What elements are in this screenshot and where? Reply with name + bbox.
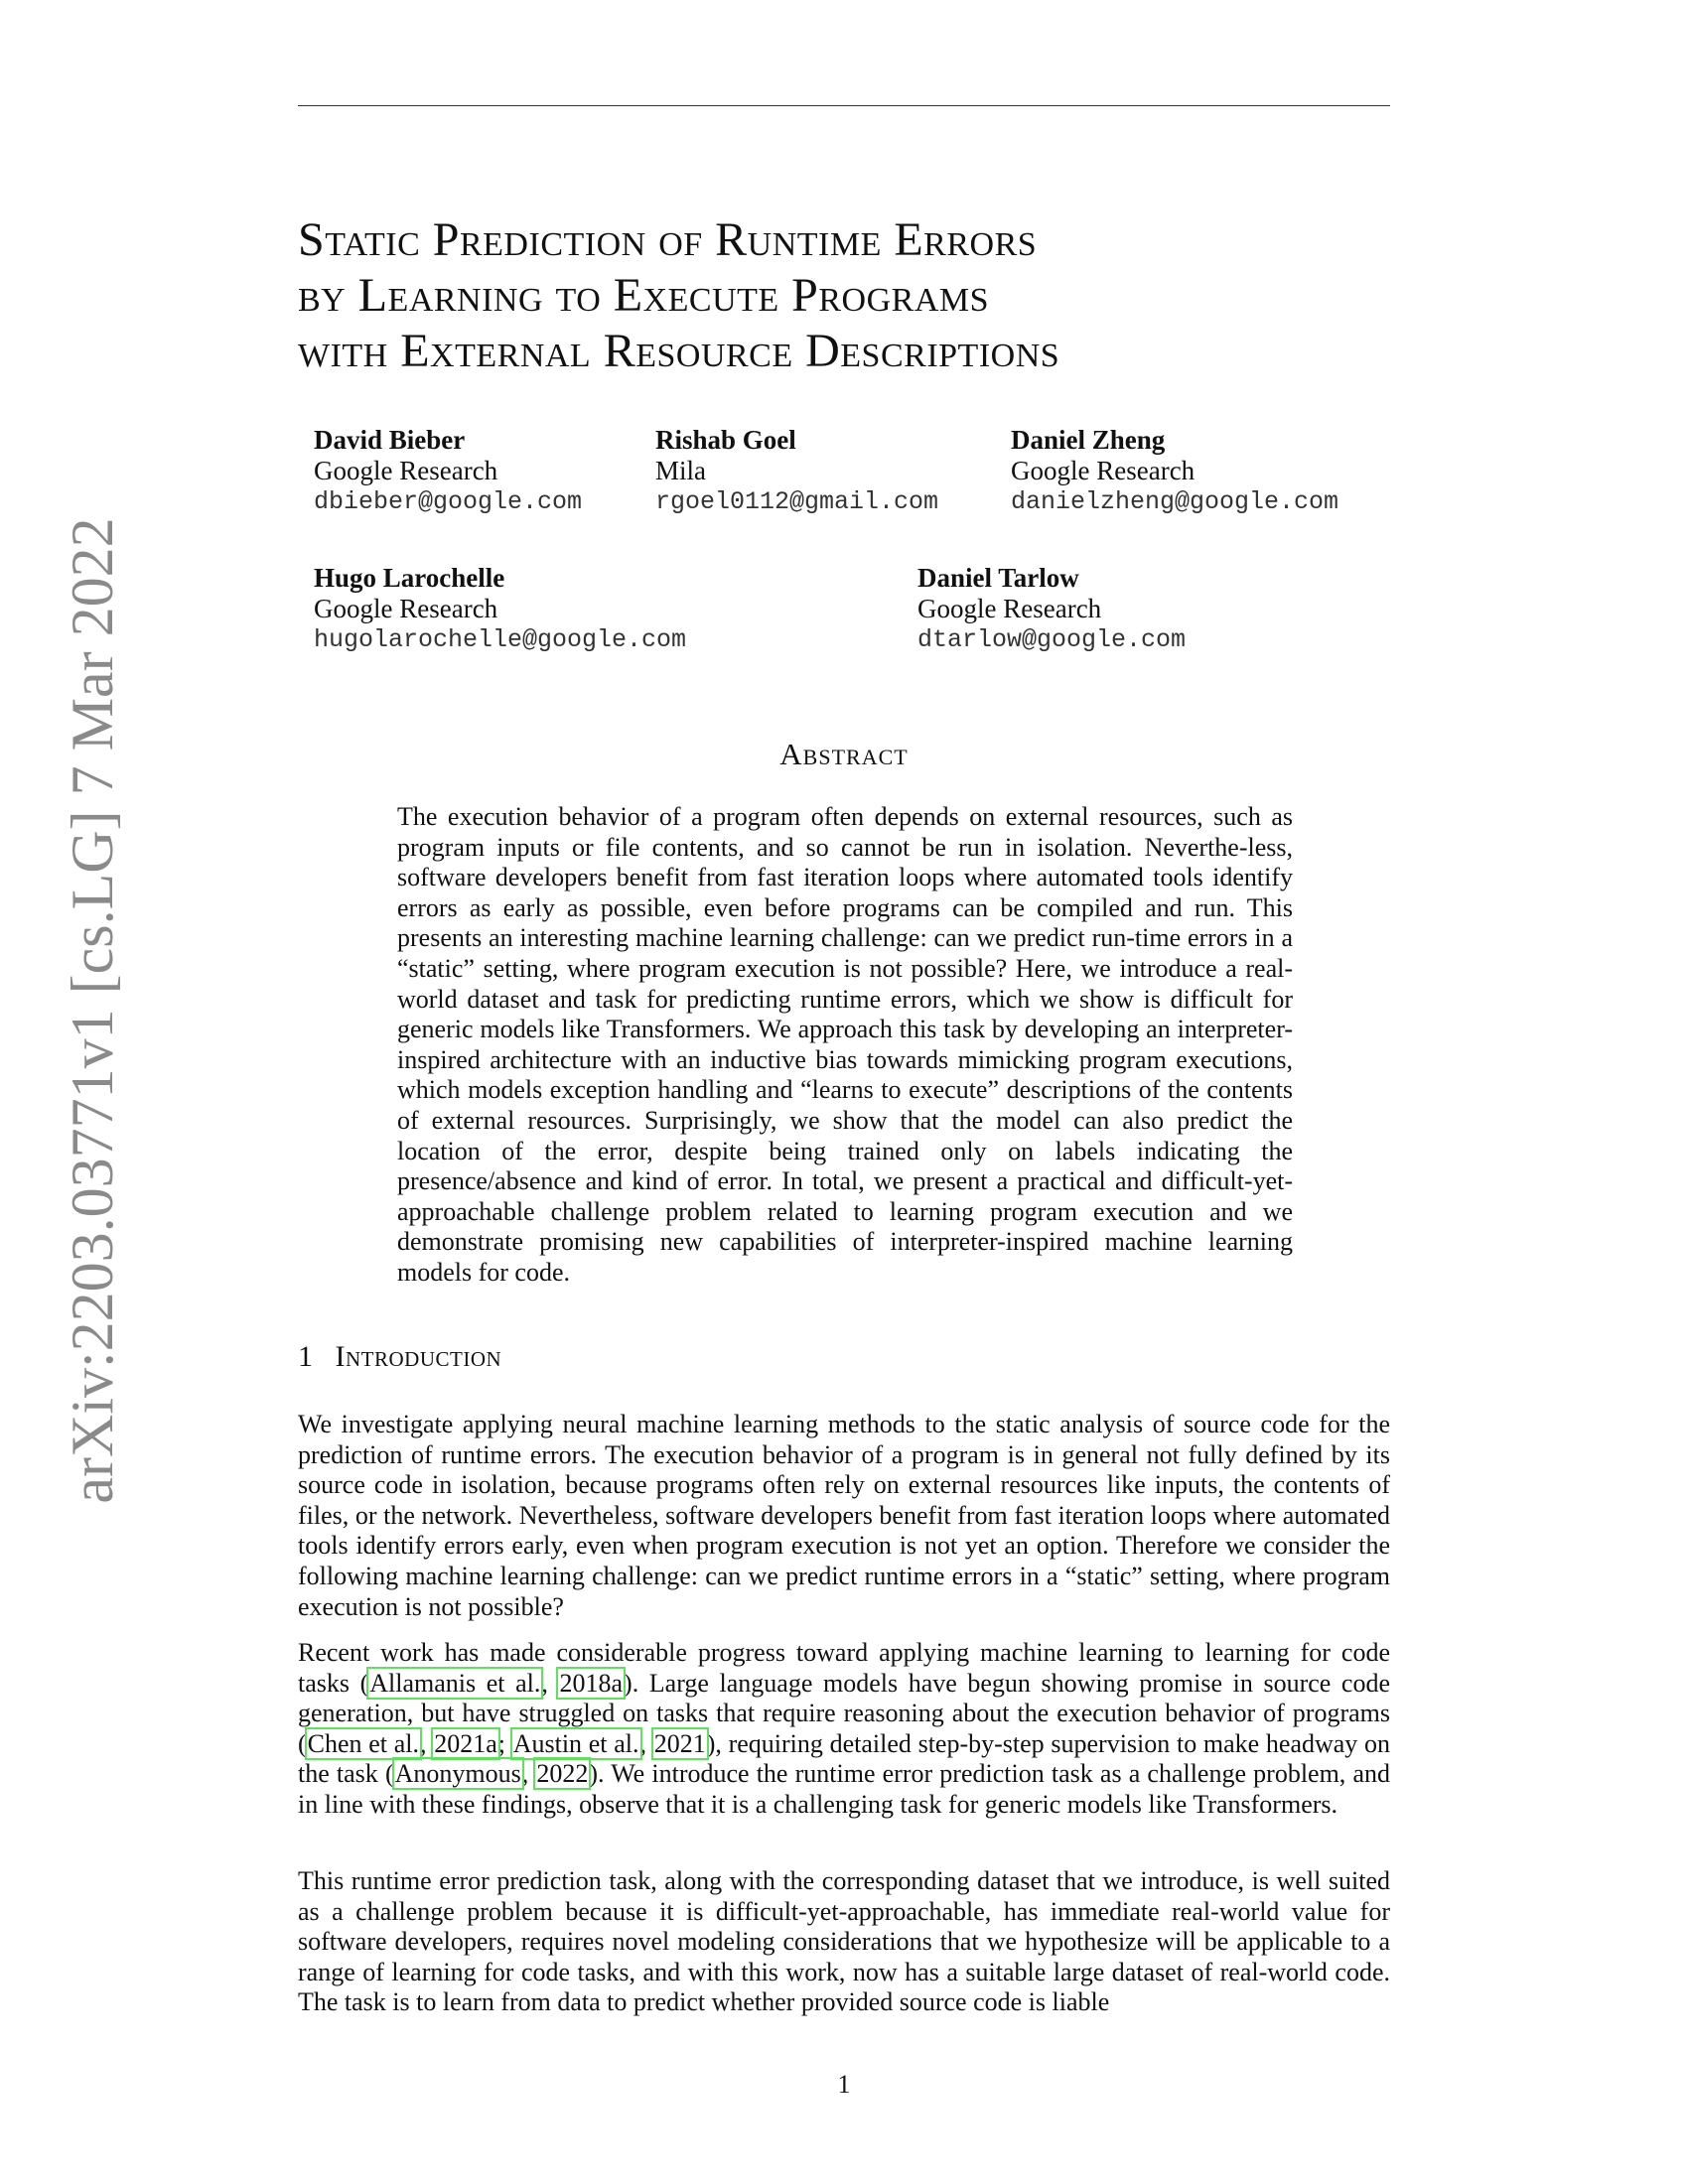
citation-link[interactable]: Anonymous bbox=[394, 1759, 521, 1789]
intro-paragraph-1: We investigate applying neural machine learning methods to the static analysis of source code for the prediction of runtime errors. The execution behavior of a program is in general not fully defined by its source code in isolation, because programs often rely on external resources like inputs, the contents of files, or the network. Nevertheless, software developers benefit from fast iteration loops where automated tools identify errors early, even when program execution is not yet an option. Therefore we consider the following machine learning challenge: can we predict runtime errors in a “static” setting, where program execution is not possible? bbox=[298, 1410, 1390, 1621]
section-number: 1 bbox=[298, 1340, 314, 1373]
section-heading bbox=[298, 1340, 501, 1374]
author-block bbox=[655, 425, 938, 517]
paragraph-text: ). We introduce the runtime error prediction task as a challenge problem, and in line with these findings, observe that it is a challenging task for generic models like Transformers. bbox=[298, 1759, 1390, 1819]
abstract-heading: Abstract bbox=[779, 737, 909, 771]
intro-paragraph-3: This runtime error prediction task, along with the corresponding dataset that we introduce, is well suited as a challenge problem because it is difficult-yet-approachable, has immediate real-world value for software developers, requires novel modeling considerations that we hypothesize will be applicable to a range of learning for code tasks, and with this work, now has a suitable large dataset of real-world code. The task is to learn from data to predict whether provided source code is liable bbox=[298, 1866, 1390, 2017]
author-name: Rishab Goel bbox=[655, 425, 796, 455]
author-name: Daniel Tarlow bbox=[917, 563, 1079, 593]
author-name: David Bieber bbox=[314, 425, 466, 455]
title-line: with External Resource Descriptions bbox=[298, 325, 1060, 377]
author-email[interactable]: dbieber@google.com bbox=[314, 487, 583, 516]
paragraph-text: ; bbox=[497, 1728, 512, 1758]
author-email[interactable]: danielzheng@google.com bbox=[1011, 487, 1339, 516]
author-block bbox=[314, 425, 582, 517]
author-name: Hugo Larochelle bbox=[314, 563, 505, 593]
citation-link[interactable]: Austin et al. bbox=[512, 1728, 639, 1758]
paragraph-text: ). Large language models have begun showing promise in source code generation, but have struggled on tasks that require reasoning about the execution behavior of programs ( bbox=[298, 1668, 1390, 1758]
author-affiliation: Google Research bbox=[314, 594, 498, 623]
paragraph-text: , bbox=[521, 1759, 536, 1789]
citation-link[interactable]: Chen et al. bbox=[307, 1728, 419, 1758]
citation-link[interactable]: 2021 bbox=[653, 1728, 706, 1758]
citation-link[interactable]: 2018a bbox=[559, 1668, 624, 1698]
title-line: by Learning to Execute Programs bbox=[298, 269, 990, 322]
author-block bbox=[1011, 425, 1338, 517]
section-title: Introduction bbox=[335, 1340, 502, 1373]
paragraph-text: , bbox=[639, 1728, 653, 1758]
page-number: 1 bbox=[837, 2070, 851, 2099]
top-rule bbox=[298, 105, 1390, 106]
citation-link[interactable]: 2021a bbox=[434, 1728, 497, 1758]
author-block bbox=[917, 563, 1186, 655]
intro-paragraph-2 bbox=[298, 1638, 1390, 1821]
paragraph-text: , bbox=[420, 1728, 434, 1758]
abstract-body: The execution behavior of a program often depends on external resources, such as program inputs or file contents, and so cannot be run in isolation. Neverthe-less, software developers benefit from fast iteration loops where automated tools identify errors as early as possible, even before programs can be compiled and run. This presents an interesting machine learning challenge: can we predict run-time errors in a “static” setting, where program execution is not possible? Here, we introduce a real-world dataset and task for predicting runtime errors, which we show is difficult for generic models like Transformers. We approach this task by developing an interpreter-inspired architecture with an inductive bias towards mimicking program executions, which models exception handling and “learns to execute” descriptions of the contents of external resources. Surprisingly, we show that the model can also predict the location of the error, despite being trained only on labels indicating the presence/absence and kind of error. In total, we present a practical and difficult-yet-approachable challenge problem related to learning program execution and we demonstrate promising new capabilities of interpreter-inspired machine learning models for code. bbox=[397, 802, 1293, 1287]
author-affiliation: Mila bbox=[655, 456, 706, 485]
author-email[interactable]: dtarlow@google.com bbox=[917, 625, 1187, 654]
author-email[interactable]: rgoel0112@gmail.com bbox=[655, 487, 939, 516]
citation-link[interactable]: 2022 bbox=[536, 1759, 589, 1789]
author-affiliation: Google Research bbox=[314, 456, 498, 485]
paragraph-text: Recent work has made considerable progress toward applying machine learning to learning for code tasks ( bbox=[298, 1638, 1390, 1698]
author-email[interactable]: hugolarochelle@google.com bbox=[314, 625, 687, 654]
author-name: Daniel Zheng bbox=[1011, 425, 1166, 455]
author-block bbox=[314, 563, 686, 655]
author-affiliation: Google Research bbox=[1011, 456, 1196, 485]
citation-link[interactable]: Allamanis et al. bbox=[369, 1668, 541, 1698]
arxiv-stamp[interactable]: arXiv:2203.03771v1 [cs.LG] 7 Mar 2022 bbox=[60, 517, 125, 1504]
title-line: Static Prediction of Runtime Errors bbox=[298, 213, 1038, 266]
paragraph-text: , bbox=[541, 1668, 559, 1698]
paragraph-text: ), requiring detailed step-by-step supervision to make headway on the task ( bbox=[298, 1728, 1391, 1789]
paper-title bbox=[298, 212, 1390, 379]
author-affiliation: Google Research bbox=[917, 594, 1102, 623]
